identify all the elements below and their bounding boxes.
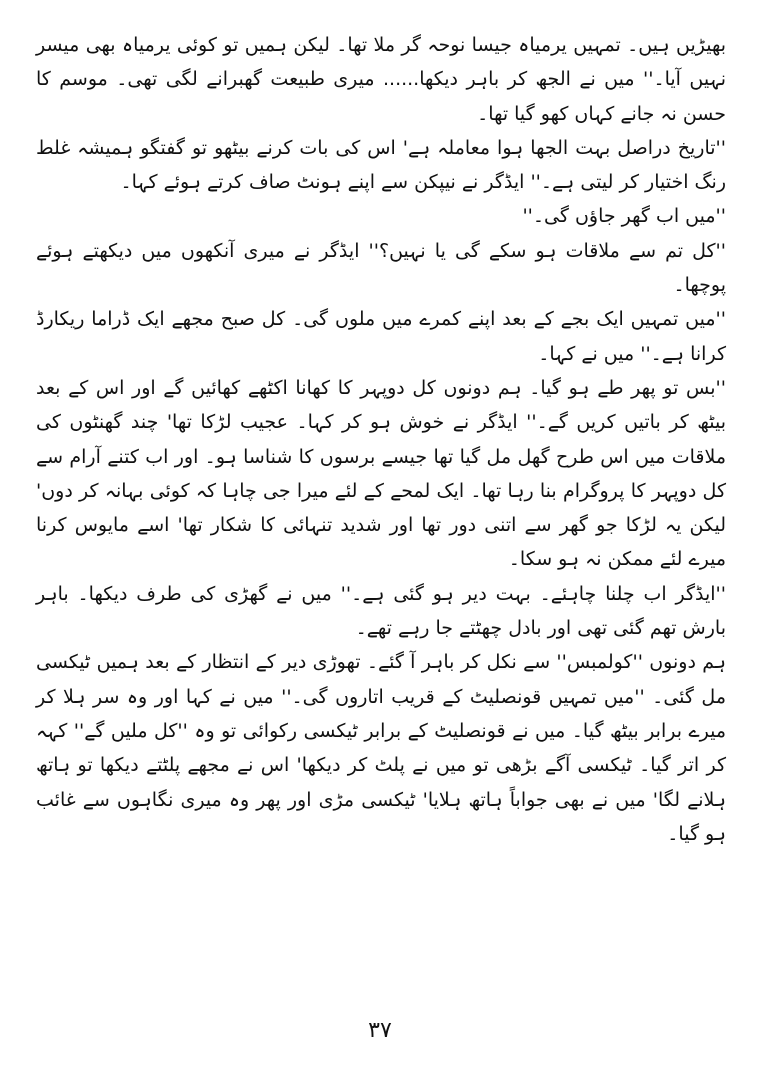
paragraph: ''میں اب گھر جاؤں گی۔'' bbox=[522, 205, 726, 228]
paragraph: ''بس تو پھر طے ہو گیا۔ ہم دونوں کل دوپہر کا کھانا اکٹھے کھائیں گے اور اس کے بعد بیٹھ کر باتیں کریں گے۔'' ایڈگر نے خوش ہو کر کہا۔ عجیب لڑکا تھا' چند گھنٹوں کی ملاقات میں اس طرح گھل مل گیا تھا جیسے برسوں کا شناسا ہو۔ اور اب کتنے آرام سے کل دوپہر کا پروگرام بنا رہا تھا۔ ایک لمحے کے لئے میرا جی چاہا کہ کوئی بہانہ کر دوں' لیکن یہ لڑکا جو گھر سے اتنی دور تھا اور شدید تنہائی کا شکار تھا' اسے مایوس کرنا میرے لئے ممکن نہ ہو سکا۔ bbox=[36, 376, 726, 571]
paragraph: ہم دونوں ''کولمبس'' سے نکل کر باہر آ گئے۔ تھوڑی دیر کے انتظار کے بعد ہمیں ٹیکسی مل گئی۔ ''میں تمہیں قونصلیٹ کے قریب اتاروں گی۔'' میں نے کہا اور وہ سر ہلا کر میرے برابر بیٹھ گیا۔ میں نے قونصلیٹ کے برابر ٹیکسی رکوائی تو وہ ''کل ملیں گے'' کہہ کر اتر گیا۔ ٹیکسی آگے بڑھی تو میں نے پلٹ کر دیکھا' اس نے مجھے پلٹتے دیکھا تو ہاتھ ہلانے لگا' میں نے بھی جواباً ہاتھ ہلایا' ٹیکسی مڑی اور پھر وہ میری نگاہوں سے غائب ہو گیا۔ bbox=[36, 651, 726, 845]
paragraph: ''کل تم سے ملاقات ہو سکے گی یا نہیں؟'' ایڈگر نے میری آنکھوں میں دیکھتے ہوئے پوچھا۔ bbox=[36, 239, 726, 297]
page-number: ۳۷ bbox=[368, 1018, 392, 1043]
paragraph: ''تاریخ دراصل بہت الجھا ہوا معاملہ ہے' اس کی بات کرنے بیٹھو تو گفتگو ہمیشہ غلط رنگ اختیار کر لیتی ہے۔'' ایڈگر نے نیپکن سے اپنے ہونٹ صاف کرتے ہوئے کہا۔ bbox=[36, 136, 726, 194]
body-text bbox=[36, 28, 726, 851]
paragraph: ''میں تمہیں ایک بجے کے بعد اپنے کمرے میں ملوں گی۔ کل صبح مجھے ایک ڈراما ریکارڈ کرانا ہے۔'' میں نے کہا۔ bbox=[36, 308, 726, 365]
paragraph: ''ایڈگر اب چلنا چاہئے۔ بہت دیر ہو گئی ہے۔'' میں نے گھڑی کی طرف دیکھا۔ باہر بارش تھم گئی تھی اور بادل چھٹتے جا رہے تھے۔ bbox=[36, 582, 726, 640]
paragraph: بھیڑیں ہیں۔ تمہیں یرمیاہ جیسا نوحہ گر ملا تھا۔ لیکن ہمیں تو کوئی یرمیاہ بھی میسر نہیں آیا۔'' میں نے الجھ کر باہر دیکھا...... میری طبیعت گھبرانے لگی تھی۔ موسم کا حسن نہ جانے کہاں کھو گیا تھا۔ bbox=[36, 34, 726, 125]
